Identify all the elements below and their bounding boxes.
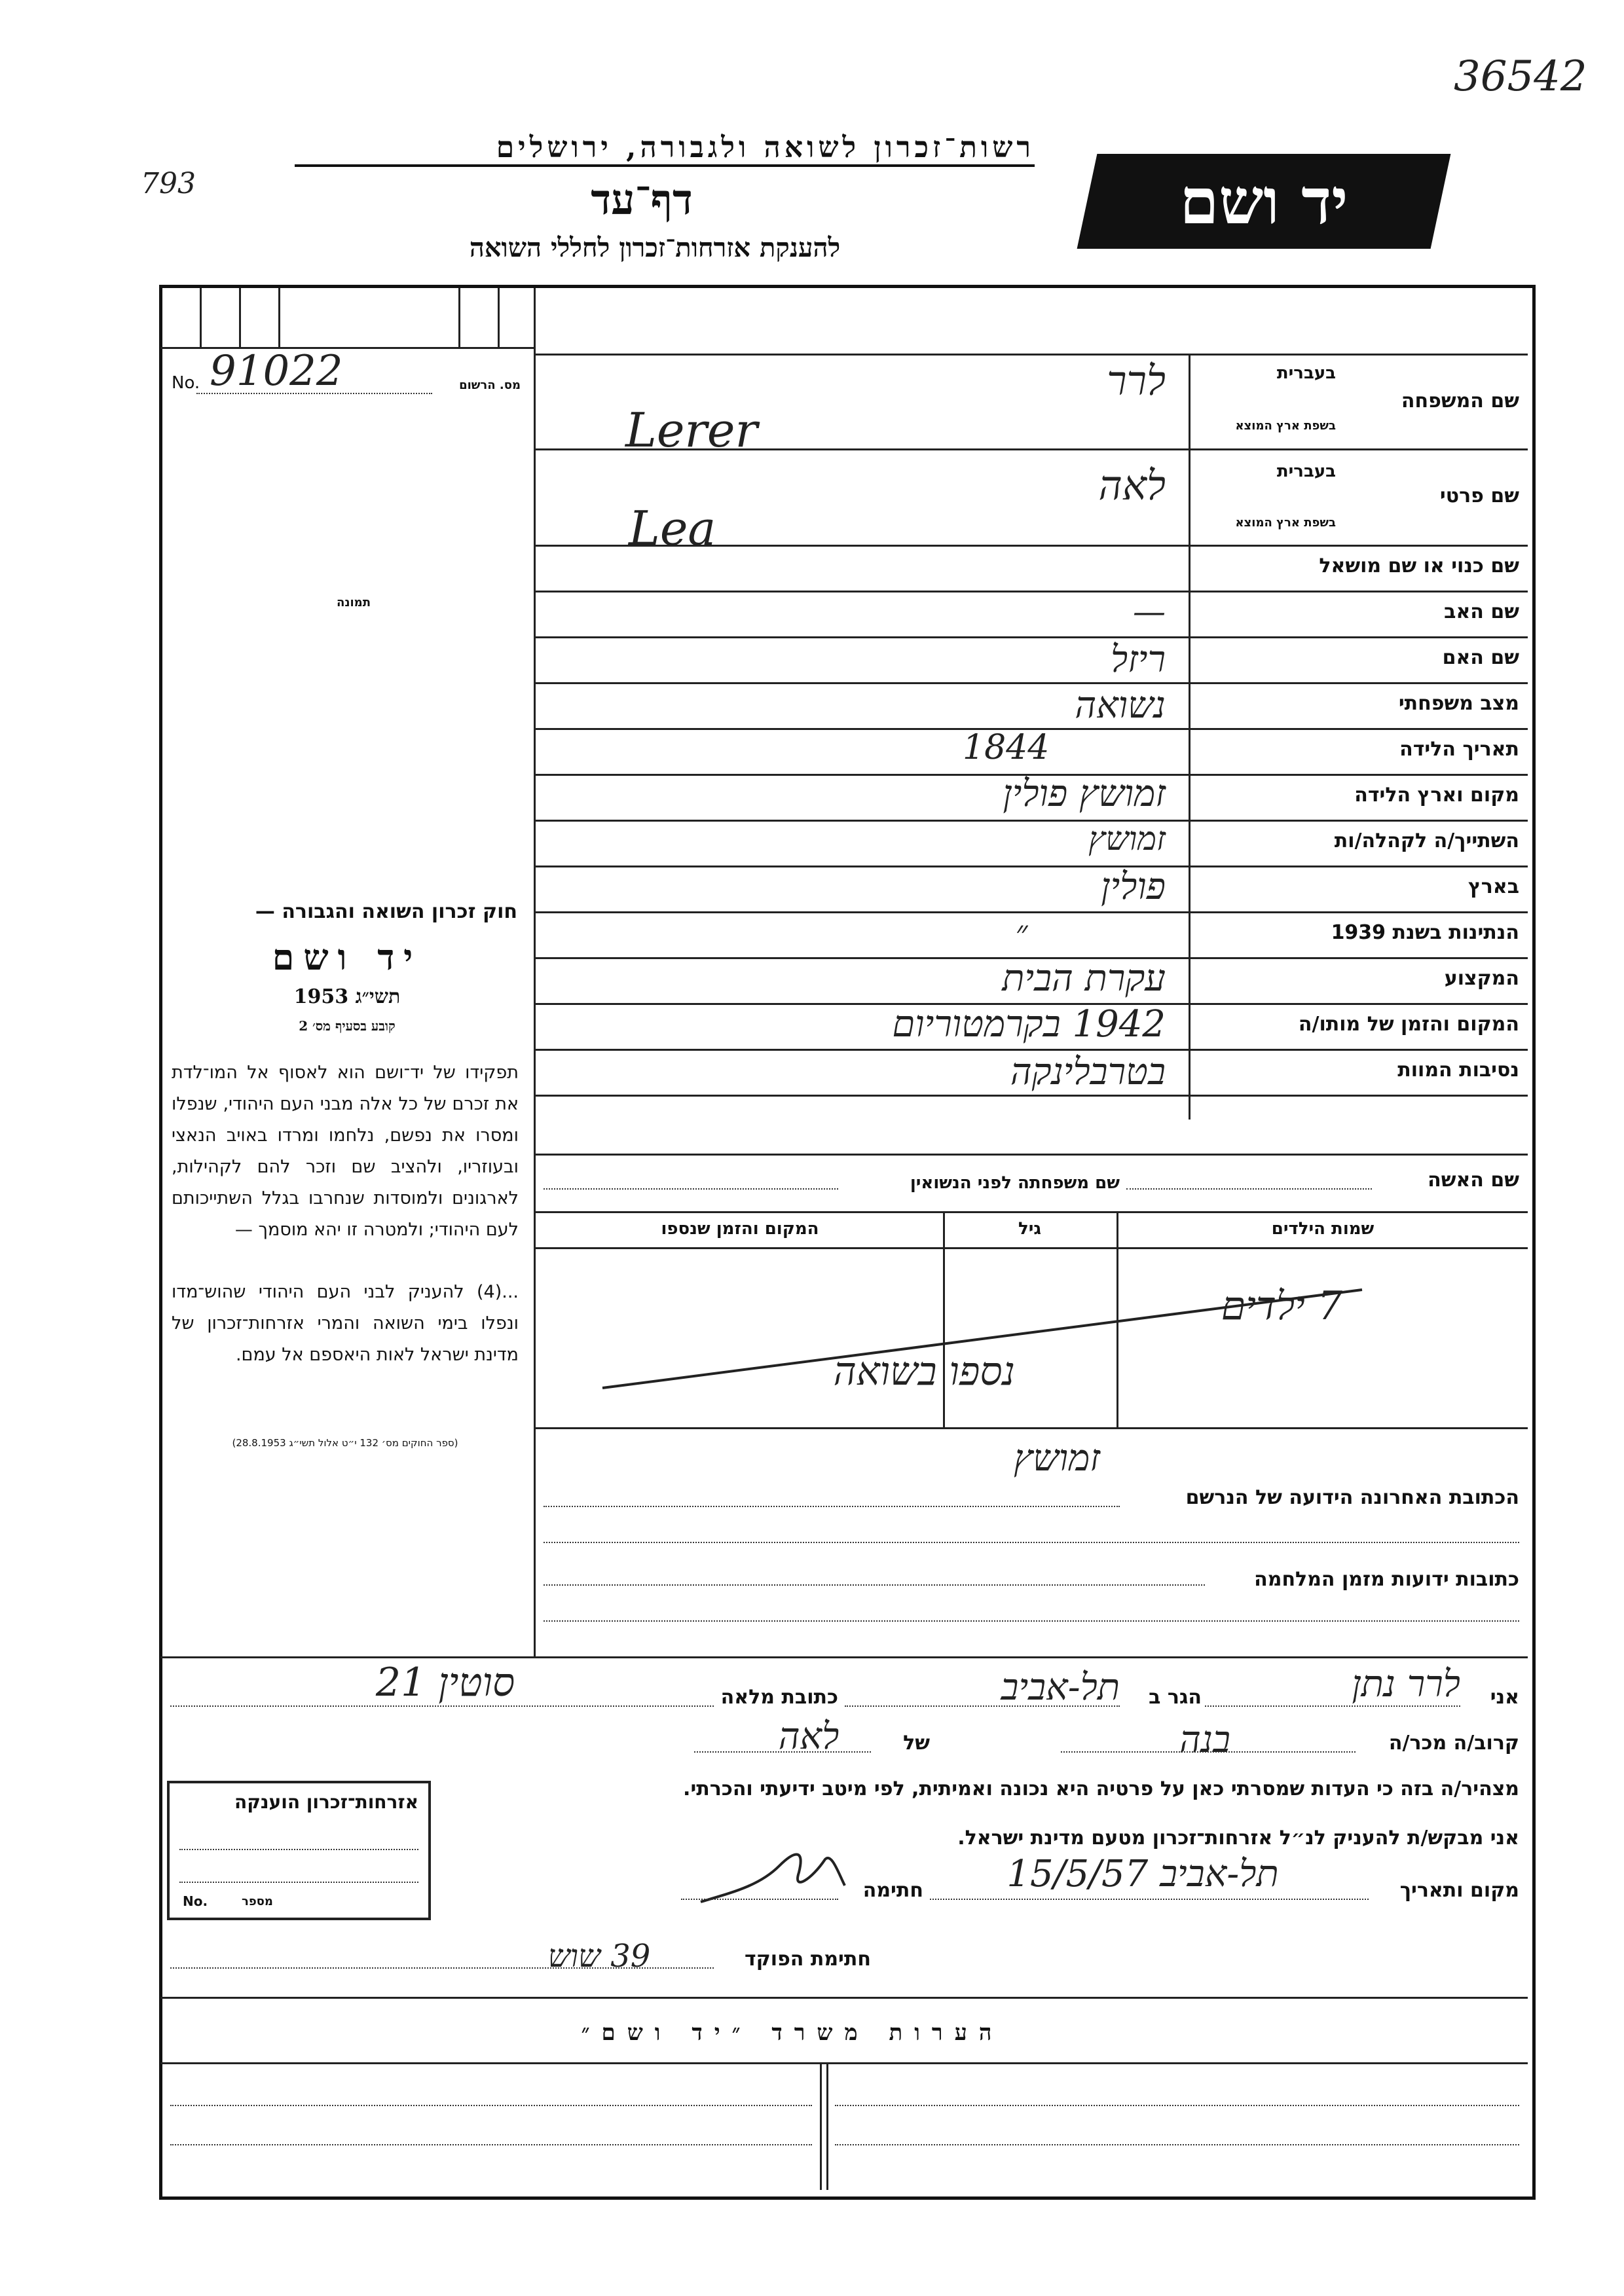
marital-label: מצב משפחתי xyxy=(1398,692,1519,715)
law-year: תשי״ג 1953 xyxy=(293,985,401,1008)
family-name-hebrew-label: בעברית xyxy=(1276,363,1336,383)
granted-box-number-label: מספר xyxy=(242,1895,273,1908)
law-paragraph-2: ...(4) להעניק לבני העם היהודי שהוש־מדו ונפלו בימי השואה והמרי אזרחות־זכרון של מדינת ישראל לאות היאספם אל עמם. xyxy=(172,1282,519,1365)
circumstances-label: נסיבות המוות xyxy=(1397,1059,1519,1082)
children-strike-line xyxy=(589,1277,1375,1408)
registration-number: 91022 xyxy=(210,347,343,395)
relation-value: בנה xyxy=(1179,1719,1230,1761)
father-label: שם האב xyxy=(1444,600,1519,623)
granted-box-title: אזרחות־זכרון הוענקה xyxy=(234,1791,418,1813)
law-name: יד ושם xyxy=(272,936,422,978)
request-text: אני מבקש/ת להעניק לנ״ל אזרחות־זכרון מטעם מדינת ישראל. xyxy=(957,1827,1519,1850)
mother-value: ריזל xyxy=(1111,638,1166,681)
declarant-address-label: כתובת מלאה xyxy=(720,1686,838,1709)
death-label: המקום והזמן של מותו/ה xyxy=(1298,1013,1519,1036)
first-name-label: שם פרטי xyxy=(1439,484,1519,507)
place-date-value: תל-אביב 15/5/57 xyxy=(1006,1853,1279,1895)
citizenship-label: הנתינות בשנת 1939 xyxy=(1331,921,1519,944)
form-subtitle: להענקת אזרחות־זכרון לחללי השואה xyxy=(469,232,841,263)
community-label: השתייך/ה לקהלה/ות xyxy=(1334,829,1519,852)
yad-vashem-logo xyxy=(1077,154,1451,249)
declarant-city: תל-אביב xyxy=(1001,1666,1120,1709)
of-label: של xyxy=(903,1732,930,1755)
profession-label: המקצוע xyxy=(1444,967,1519,990)
birth-date-value: 1844 xyxy=(963,728,1050,767)
family-name-label: שם המשפחה xyxy=(1401,390,1519,412)
law-citation: (ספר החוקים מס׳ 132 י״ט אלול תשי״ג 28.8.1953) xyxy=(232,1437,458,1449)
country-value: פולין xyxy=(1101,866,1166,908)
children-header-names: שמות הילדים xyxy=(1271,1219,1375,1239)
birth-place-label: מקום וארץ הלידה xyxy=(1354,784,1519,807)
nickname-label: שם כנוי או שם מושאל xyxy=(1319,555,1519,577)
birth-place-value: זמושץ פולין xyxy=(1003,773,1166,815)
marital-value: נשואה xyxy=(1075,684,1166,727)
last-address-value: זמושץ xyxy=(1014,1437,1100,1480)
declarant-address: סוטין 21 xyxy=(375,1660,515,1705)
form-title: דף־עד xyxy=(591,175,693,225)
declarant-i-label: אני xyxy=(1490,1686,1519,1709)
wife-maiden-label: שם משפחתה לפני הנשואין xyxy=(910,1173,1120,1193)
family-name-origin-value: Lerer xyxy=(625,403,758,458)
place-date-label: מקום ותאריך xyxy=(1399,1879,1519,1902)
children-header-age: גיל xyxy=(1018,1219,1041,1239)
inspector-label: חתימת הפוקד xyxy=(745,1948,871,1971)
birth-date-label: תאריך הלידה xyxy=(1399,738,1519,761)
mother-label: שם האם xyxy=(1442,646,1519,669)
declarant-name: לרר נתן xyxy=(1352,1663,1460,1705)
authority-line: רשות־זכרון לשואה ולגבורה, ירושלים xyxy=(295,131,1035,167)
relative-of-value: לאה xyxy=(778,1715,840,1758)
first-name-hebrew-value: לאה xyxy=(1098,462,1166,509)
first-name-origin-value: Lea xyxy=(629,501,716,556)
photo-label: תמונה xyxy=(336,596,371,610)
signature-mark xyxy=(694,1840,851,1912)
relative-label: קרוב/ה מכר/ה xyxy=(1388,1732,1519,1755)
country-label: בארץ xyxy=(1467,875,1519,898)
page-number: 793 xyxy=(141,167,196,200)
family-name-hebrew-value: לרר xyxy=(1107,357,1166,405)
registration-no-label: No. xyxy=(172,373,200,393)
registration-label: מס. הרשום xyxy=(459,378,521,392)
signature-label: חתימה xyxy=(862,1879,923,1902)
profession-value: עקרת הבית xyxy=(1002,957,1166,1000)
inspector-value: 39 שוש xyxy=(547,1938,651,1975)
circumstances-value: בטרבלינקה xyxy=(1010,1051,1166,1093)
death-value: 1942 בקרמטוריום xyxy=(892,1003,1166,1046)
first-name-hebrew-label: בעברית xyxy=(1276,462,1336,481)
law-paragraph-1: תפקידו של יד־ושם הוא לאסוף אל המו־לדת את זכרם של כל אלה מבני העם היהודי, שנפלו ומסרו את נפשם, נלחמו ומרדו באויב הנאצי ובעוזריו, ולהציב שם וזכר להם לקהילות, לארגונים ולמוסדות שנחרבו בגלל השתייכותם לעם היהודי; ולמטרה זו יהא מוסמך — xyxy=(172,1063,519,1240)
granted-box xyxy=(167,1781,431,1920)
logo-text: יד ושם xyxy=(1179,164,1348,238)
last-address-label: הכתובת האחרונה הידועה של הנרשם xyxy=(1185,1486,1519,1509)
father-value: — xyxy=(1133,592,1166,630)
law-clause: קובע בסעיף מס׳ 2 xyxy=(299,1018,396,1034)
citizenship-value: ״ xyxy=(1015,913,1028,951)
corner-number: 36542 xyxy=(1454,52,1587,101)
children-names-value: 7 ילדים xyxy=(1221,1283,1342,1329)
children-fate-value: נספו בשואה xyxy=(833,1349,1015,1394)
declaration-text: מצהיר/ה בזה כי העדות שמסרתי כאן על פרטיה היא נכונה ואמיתית, לפי מיטב ידיעתי והכרתי. xyxy=(683,1777,1519,1800)
first-name-origin-label: בשפת ארץ המוצא xyxy=(1235,516,1336,530)
law-title: חוק זכרון השואה והגבורה — xyxy=(255,900,517,923)
granted-box-no-label: No. xyxy=(183,1893,208,1909)
war-addresses-label: כתובות ידועות מזמן המלחמה xyxy=(1254,1568,1519,1591)
office-notes-title: הערות משרד ״יד ושם״ xyxy=(581,2020,1004,2046)
wife-label: שם האשה xyxy=(1428,1169,1519,1192)
family-name-origin-label: בשפת ארץ המוצא xyxy=(1235,419,1336,433)
declarant-resides-label: הגר ב xyxy=(1149,1686,1202,1709)
community-value: זמושץ xyxy=(1088,820,1166,858)
children-header-place: המקום והזמן שנספו xyxy=(661,1219,819,1239)
